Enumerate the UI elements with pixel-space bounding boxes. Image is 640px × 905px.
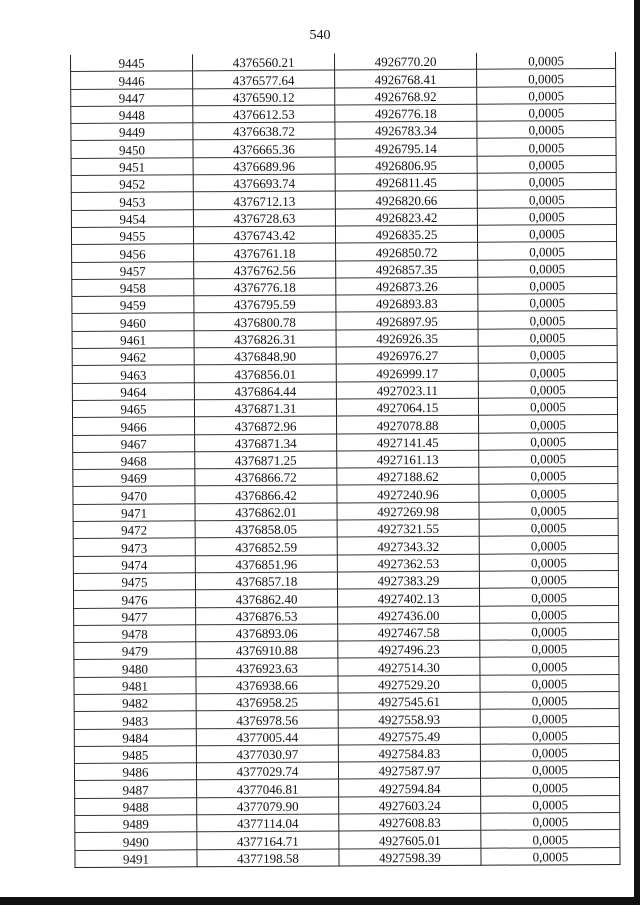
- y-coordinate-cell: 4927529.20: [338, 675, 480, 693]
- tolerance-cell: 0,0005: [477, 86, 616, 104]
- y-coordinate-cell: 4927587.97: [338, 761, 480, 779]
- y-coordinate-cell: 4927496.23: [338, 640, 480, 658]
- scan-border-bottom: [0, 897, 640, 905]
- tolerance-cell: 0,0005: [477, 224, 616, 242]
- tolerance-cell: 0,0005: [481, 795, 620, 813]
- y-coordinate-cell: 4927608.83: [339, 813, 481, 831]
- point-number-cell: 9477: [74, 607, 196, 625]
- x-coordinate-cell: 4376728.63: [193, 209, 335, 227]
- x-coordinate-cell: 4376665.36: [193, 140, 335, 158]
- tolerance-cell: 0,0005: [479, 570, 618, 588]
- point-number-cell: 9488: [75, 798, 197, 816]
- tolerance-cell: 0,0005: [479, 432, 618, 450]
- point-number-cell: 9453: [71, 192, 193, 210]
- x-coordinate-cell: 4376893.06: [196, 624, 338, 642]
- coordinates-table: [70, 52, 621, 868]
- x-coordinate-cell: 4377079.90: [197, 797, 339, 815]
- point-number-cell: 9489: [75, 815, 197, 833]
- y-coordinate-cell: 4927467.58: [338, 623, 480, 641]
- y-coordinate-cell: 4926857.35: [336, 260, 478, 278]
- point-number-cell: 9463: [72, 365, 194, 383]
- tolerance-cell: 0,0005: [479, 484, 618, 502]
- y-coordinate-cell: 4926776.18: [335, 104, 477, 122]
- point-number-cell: 9486: [74, 763, 196, 781]
- y-coordinate-cell: 4927343.32: [337, 537, 479, 555]
- y-coordinate-cell: 4926795.14: [335, 139, 477, 157]
- x-coordinate-cell: 4376612.53: [193, 105, 335, 123]
- x-coordinate-cell: 4376800.78: [194, 312, 336, 330]
- x-coordinate-cell: 4376871.25: [195, 451, 337, 469]
- y-coordinate-cell: 4927023.11: [336, 381, 478, 399]
- x-coordinate-cell: 4376871.31: [194, 399, 336, 417]
- y-coordinate-cell: 4927078.88: [337, 415, 479, 433]
- x-coordinate-cell: 4376743.42: [193, 226, 335, 244]
- x-coordinate-cell: 4377198.58: [197, 849, 339, 867]
- y-coordinate-cell: 4926768.41: [335, 70, 477, 88]
- coordinates-table-body: [70, 52, 620, 867]
- document-sheet: [70, 52, 620, 865]
- tolerance-cell: 0,0005: [478, 276, 617, 294]
- point-number-cell: 9467: [73, 434, 195, 452]
- tolerance-cell: 0,0005: [478, 397, 617, 415]
- x-coordinate-cell: 4376923.63: [196, 658, 338, 676]
- point-number-cell: 9474: [73, 555, 195, 573]
- y-coordinate-cell: 4927436.00: [338, 606, 480, 624]
- y-coordinate-cell: 4927402.13: [337, 588, 479, 606]
- tolerance-cell: 0,0005: [480, 605, 619, 623]
- point-number-cell: 9458: [72, 279, 194, 297]
- tolerance-cell: 0,0005: [478, 259, 617, 277]
- tolerance-cell: 0,0005: [477, 121, 616, 139]
- y-coordinate-cell: 4927383.29: [337, 571, 479, 589]
- x-coordinate-cell: 4376857.18: [195, 572, 337, 590]
- x-coordinate-cell: 4376826.31: [194, 330, 336, 348]
- x-coordinate-cell: 4377114.04: [197, 814, 339, 832]
- x-coordinate-cell: 4376978.56: [196, 710, 338, 728]
- y-coordinate-cell: 4926999.17: [336, 364, 478, 382]
- point-number-cell: 9466: [73, 417, 195, 435]
- x-coordinate-cell: 4376638.72: [193, 122, 335, 140]
- y-coordinate-cell: 4927598.39: [339, 848, 481, 866]
- x-coordinate-cell: 4376864.44: [194, 382, 336, 400]
- x-coordinate-cell: 4376866.42: [195, 485, 337, 503]
- tolerance-cell: 0,0005: [480, 743, 619, 761]
- point-number-cell: 9470: [73, 486, 195, 504]
- x-coordinate-cell: 4376851.96: [195, 555, 337, 573]
- point-number-cell: 9472: [73, 521, 195, 539]
- y-coordinate-cell: 4926783.34: [335, 121, 477, 139]
- y-coordinate-cell: 4926820.66: [335, 191, 477, 209]
- tolerance-cell: 0,0005: [477, 207, 616, 225]
- y-coordinate-cell: 4926850.72: [336, 242, 478, 260]
- y-coordinate-cell: 4927584.83: [338, 744, 480, 762]
- tolerance-cell: 0,0005: [478, 345, 617, 363]
- tolerance-cell: 0,0005: [478, 294, 617, 312]
- tolerance-cell: 0,0005: [479, 467, 618, 485]
- x-coordinate-cell: 4376761.18: [194, 243, 336, 261]
- tolerance-cell: 0,0005: [481, 847, 620, 865]
- x-coordinate-cell: 4377029.74: [196, 762, 338, 780]
- y-coordinate-cell: 4927064.15: [336, 398, 478, 416]
- tolerance-cell: 0,0005: [478, 380, 617, 398]
- point-number-cell: 9462: [72, 348, 194, 366]
- x-coordinate-cell: 4376848.90: [194, 347, 336, 365]
- x-coordinate-cell: 4377046.81: [197, 779, 339, 797]
- tolerance-cell: 0,0005: [476, 52, 615, 70]
- point-number-cell: 9455: [71, 227, 193, 245]
- tolerance-cell: 0,0005: [481, 813, 620, 831]
- tolerance-cell: 0,0005: [479, 518, 618, 536]
- x-coordinate-cell: 4376910.88: [196, 641, 338, 659]
- x-coordinate-cell: 4376938.66: [196, 676, 338, 694]
- tolerance-cell: 0,0005: [477, 173, 616, 191]
- y-coordinate-cell: 4927161.13: [337, 450, 479, 468]
- y-coordinate-cell: 4927605.01: [339, 831, 481, 849]
- tolerance-cell: 0,0005: [477, 155, 616, 173]
- y-coordinate-cell: 4927558.93: [338, 710, 480, 728]
- point-number-cell: 9475: [73, 573, 195, 591]
- tolerance-cell: 0,0005: [478, 242, 617, 260]
- x-coordinate-cell: 4376560.21: [192, 54, 334, 72]
- x-coordinate-cell: 4376776.18: [194, 278, 336, 296]
- point-number-cell: 9482: [74, 694, 196, 712]
- point-number-cell: 9464: [72, 382, 194, 400]
- x-coordinate-cell: 4376866.72: [195, 468, 337, 486]
- tolerance-cell: 0,0005: [480, 674, 619, 692]
- x-coordinate-cell: 4376871.34: [195, 434, 337, 452]
- point-number-cell: 9449: [71, 123, 193, 141]
- x-coordinate-cell: 4377030.97: [196, 745, 338, 763]
- y-coordinate-cell: 4926926.35: [336, 329, 478, 347]
- y-coordinate-cell: 4926811.45: [335, 173, 477, 191]
- tolerance-cell: 0,0005: [481, 778, 620, 796]
- tolerance-cell: 0,0005: [480, 726, 619, 744]
- point-number-cell: 9448: [71, 106, 193, 124]
- point-number-cell: 9451: [71, 158, 193, 176]
- tolerance-cell: 0,0005: [480, 657, 619, 675]
- tolerance-cell: 0,0005: [477, 138, 616, 156]
- y-coordinate-cell: 4927362.53: [337, 554, 479, 572]
- point-number-cell: 9490: [75, 832, 197, 850]
- y-coordinate-cell: 4926976.27: [336, 346, 478, 364]
- x-coordinate-cell: 4376762.56: [194, 261, 336, 279]
- y-coordinate-cell: 4927240.96: [337, 485, 479, 503]
- point-number-cell: 9487: [75, 780, 197, 798]
- tolerance-cell: 0,0005: [480, 691, 619, 709]
- x-coordinate-cell: 4377005.44: [196, 728, 338, 746]
- x-coordinate-cell: 4376693.74: [193, 174, 335, 192]
- point-number-cell: 9454: [71, 209, 193, 227]
- y-coordinate-cell: 4926873.26: [336, 277, 478, 295]
- scan-border-right: [634, 0, 640, 905]
- x-coordinate-cell: 4376590.12: [193, 88, 335, 106]
- tolerance-cell: 0,0005: [480, 622, 619, 640]
- point-number-cell: 9450: [71, 140, 193, 158]
- point-number-cell: 9491: [75, 849, 197, 867]
- tolerance-cell: 0,0005: [477, 190, 616, 208]
- x-coordinate-cell: 4376872.96: [195, 416, 337, 434]
- table-row: [75, 847, 620, 867]
- x-coordinate-cell: 4376577.64: [193, 70, 335, 88]
- y-coordinate-cell: 4927575.49: [338, 727, 480, 745]
- x-coordinate-cell: 4376712.13: [193, 191, 335, 209]
- point-number-cell: 9476: [73, 590, 195, 608]
- y-coordinate-cell: 4927603.24: [339, 796, 481, 814]
- y-coordinate-cell: 4926897.95: [336, 312, 478, 330]
- x-coordinate-cell: 4376689.96: [193, 157, 335, 175]
- point-number-cell: 9471: [73, 504, 195, 522]
- y-coordinate-cell: 4927545.61: [338, 692, 480, 710]
- y-coordinate-cell: 4927188.62: [337, 467, 479, 485]
- tolerance-cell: 0,0005: [478, 311, 617, 329]
- point-number-cell: 9446: [71, 71, 193, 89]
- y-coordinate-cell: 4927141.45: [337, 433, 479, 451]
- point-number-cell: 9479: [74, 642, 196, 660]
- tolerance-cell: 0,0005: [477, 69, 616, 87]
- tolerance-cell: 0,0005: [477, 103, 616, 121]
- x-coordinate-cell: 4376876.53: [196, 607, 338, 625]
- tolerance-cell: 0,0005: [479, 588, 618, 606]
- point-number-cell: 9481: [74, 676, 196, 694]
- point-number-cell: 9456: [72, 244, 194, 262]
- point-number-cell: 9468: [73, 452, 195, 470]
- x-coordinate-cell: 4376862.40: [195, 589, 337, 607]
- tolerance-cell: 0,0005: [479, 449, 618, 467]
- tolerance-cell: 0,0005: [479, 553, 618, 571]
- tolerance-cell: 0,0005: [479, 536, 618, 554]
- y-coordinate-cell: 4927514.30: [338, 658, 480, 676]
- tolerance-cell: 0,0005: [480, 640, 619, 658]
- y-coordinate-cell: 4927321.55: [337, 519, 479, 537]
- point-number-cell: 9485: [74, 746, 196, 764]
- point-number-cell: 9459: [72, 296, 194, 314]
- point-number-cell: 9461: [72, 331, 194, 349]
- x-coordinate-cell: 4377164.71: [197, 831, 339, 849]
- x-coordinate-cell: 4376856.01: [194, 364, 336, 382]
- tolerance-cell: 0,0005: [479, 415, 618, 433]
- y-coordinate-cell: 4926768.92: [335, 87, 477, 105]
- point-number-cell: 9484: [74, 728, 196, 746]
- point-number-cell: 9483: [74, 711, 196, 729]
- tolerance-cell: 0,0005: [481, 830, 620, 848]
- y-coordinate-cell: 4926770.20: [334, 53, 476, 71]
- x-coordinate-cell: 4376862.01: [195, 503, 337, 521]
- x-coordinate-cell: 4376852.59: [195, 537, 337, 555]
- tolerance-cell: 0,0005: [480, 761, 619, 779]
- y-coordinate-cell: 4926835.25: [335, 225, 477, 243]
- y-coordinate-cell: 4926823.42: [335, 208, 477, 226]
- x-coordinate-cell: 4376858.05: [195, 520, 337, 538]
- tolerance-cell: 0,0005: [480, 709, 619, 727]
- point-number-cell: 9473: [73, 538, 195, 556]
- point-number-cell: 9445: [70, 54, 192, 71]
- point-number-cell: 9457: [72, 261, 194, 279]
- point-number-cell: 9465: [72, 400, 194, 418]
- y-coordinate-cell: 4927594.84: [339, 779, 481, 797]
- tolerance-cell: 0,0005: [479, 501, 618, 519]
- x-coordinate-cell: 4376795.59: [194, 295, 336, 313]
- point-number-cell: 9452: [71, 175, 193, 193]
- point-number-cell: 9447: [71, 88, 193, 106]
- point-number-cell: 9460: [72, 313, 194, 331]
- x-coordinate-cell: 4376958.25: [196, 693, 338, 711]
- tolerance-cell: 0,0005: [478, 363, 617, 381]
- y-coordinate-cell: 4926893.83: [336, 294, 478, 312]
- y-coordinate-cell: 4926806.95: [335, 156, 477, 174]
- point-number-cell: 9480: [74, 659, 196, 677]
- y-coordinate-cell: 4927269.98: [337, 502, 479, 520]
- point-number-cell: 9478: [74, 625, 196, 643]
- page-number: 540: [309, 28, 331, 43]
- point-number-cell: 9469: [73, 469, 195, 487]
- tolerance-cell: 0,0005: [478, 328, 617, 346]
